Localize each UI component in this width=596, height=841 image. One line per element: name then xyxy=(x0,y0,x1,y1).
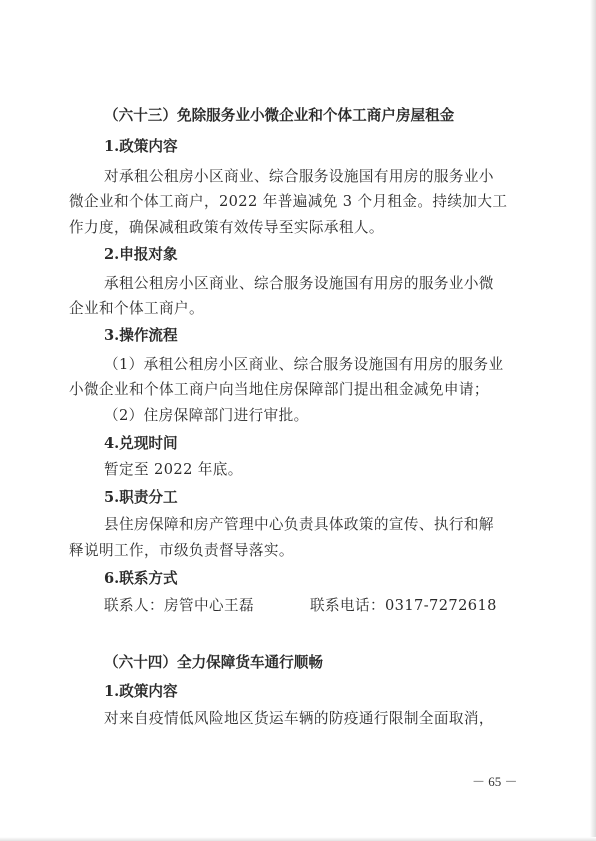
heading-time: 4.兑现时间 xyxy=(104,435,178,452)
heading-policy-content: 1.政策内容 xyxy=(104,138,178,155)
paragraph-line: （1）承租公租房小区商业、综合服务设施国有用房的服务业 xyxy=(104,356,504,373)
section-64-title: （六十四）全力保障货车通行顺畅 xyxy=(104,654,323,671)
paragraph-line: （2）住房保障部门进行审批。 xyxy=(104,407,309,424)
paragraph-line: 暂定至 2022 年底。 xyxy=(104,461,243,478)
heading-policy-content: 1.政策内容 xyxy=(104,683,178,700)
paragraph-line: 县住房保障和房产管理中心负责具体政策的宣传、执行和解 xyxy=(104,516,494,533)
page-number: － 65 － xyxy=(472,774,518,789)
contact-phone: 联系电话：0317-7272618 xyxy=(310,597,497,614)
paragraph-line: 对来自疫情低风险地区货运车辆的防疫通行限制全面取消， xyxy=(104,710,494,727)
heading-procedure: 3.操作流程 xyxy=(104,327,178,344)
paragraph-line: 承租公租房小区商业、综合服务设施国有用房的服务业小微 xyxy=(104,275,494,292)
paragraph-line: 微企业和个体工商户，2022 年普遍减免 3 个月租金。持续加大工 xyxy=(69,193,508,210)
paragraph-line: 小微企业和个体工商户向当地住房保障部门提出租金减免申请； xyxy=(69,381,489,398)
contact-person: 联系人：房管中心王磊 xyxy=(104,597,254,614)
paragraph-line: 企业和个体工商户。 xyxy=(69,300,204,317)
paragraph-line: 作力度，确保减租政策有效传导至实际承租人。 xyxy=(69,219,384,236)
heading-responsibilities: 5.职责分工 xyxy=(104,489,178,506)
section-63-title: （六十三）免除服务业小微企业和个体工商户房屋租金 xyxy=(104,107,455,124)
page-edge-shadow xyxy=(0,837,596,841)
heading-applicants: 2.申报对象 xyxy=(104,246,178,263)
heading-contact: 6.联系方式 xyxy=(104,570,178,587)
paragraph-line: 释说明工作，市级负责督导落实。 xyxy=(69,542,294,559)
page-edge-shadow xyxy=(590,0,596,841)
paragraph-line: 对承租公租房小区商业、综合服务设施国有用房的服务业小 xyxy=(104,168,494,185)
